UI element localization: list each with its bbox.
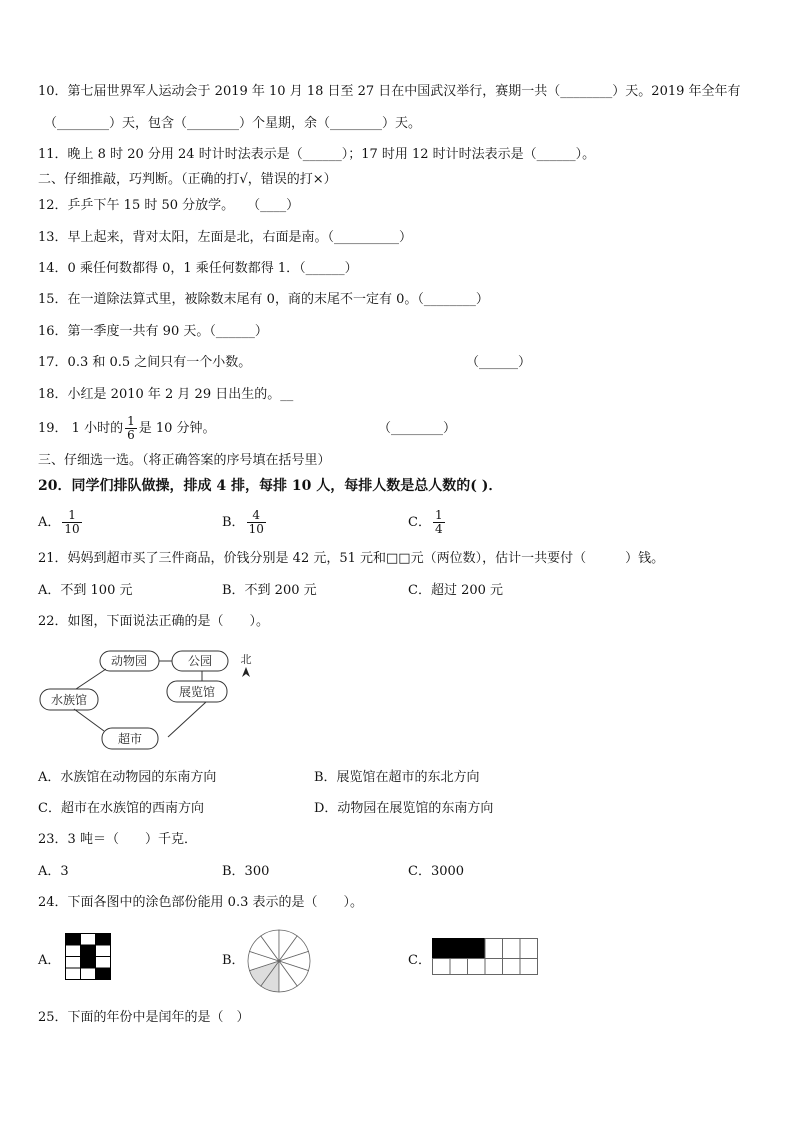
figure-a-cell [81, 957, 96, 969]
q21-option-c[interactable]: C．超过 200 元 [408, 583, 504, 598]
q17-blank: （______） [466, 355, 532, 370]
q19-numerator: 1 [127, 414, 135, 428]
q23-option-b[interactable]: B．300 [222, 864, 270, 879]
map-link-zoo-aquarium [76, 669, 106, 689]
q19-post: 是 10 分钟。 [138, 421, 216, 436]
map-label-aquarium: 水族馆 [50, 693, 88, 707]
figure-a-cell [81, 945, 96, 957]
q21-text: 21．妈妈到超市买了三件商品，价钱分别是 42 元，51 元和□□元（两位数），估计一共要付（ ）钱。 [38, 551, 665, 566]
q20-option-a-fraction [62, 509, 81, 536]
figure-c-cell [468, 959, 486, 975]
figure-c-cell [503, 939, 521, 959]
figure-a-cell [96, 945, 111, 957]
figure-c-cell [433, 959, 451, 975]
map-label-zoo: 动物园 [110, 654, 148, 668]
section-2-heading: 二、仔细推敲，巧判断。（正确的打√，错误的打×） [38, 172, 337, 187]
q18-text: 18．小红是 2010 年 2 月 29 日出生的。__ [38, 387, 294, 402]
q21-option-a[interactable]: A．不到 100 元 [38, 583, 133, 598]
figure-a-cell [66, 957, 81, 969]
q20-c-num: 1 [434, 508, 443, 522]
q20-a-den: 10 [64, 522, 80, 536]
figure-a-cell [96, 934, 111, 946]
q19-denominator: 6 [127, 428, 135, 442]
figure-c-cell [503, 959, 521, 975]
q10-line1: 10．第七届世界军人运动会于 2019 年 10 月 18 日至 27 日在中国武汉举行，赛期一共（________）天。2019 年全年有 [38, 84, 741, 99]
q20-option-c-fraction [433, 509, 445, 536]
map-label-park: 公园 [187, 654, 213, 668]
direction-map [36, 645, 266, 755]
figure-a-cell [81, 934, 96, 946]
q14-text: 14．0 乘任何数都得 0，1 乘任何数都得 1．（______） [38, 261, 358, 276]
map-link-supermarket-exhibition [168, 702, 206, 737]
q19-text [38, 412, 216, 446]
q24-figure-a [65, 933, 113, 983]
q23-text: 23．3 吨＝（ ）千克． [38, 832, 197, 847]
q19-fraction [125, 415, 137, 442]
section-3-heading: 三、仔细选一选。（将正确答案的序号填在括号里） [38, 453, 331, 468]
q24-option-a[interactable]: A． [38, 953, 61, 968]
q20-option-b-fraction [247, 509, 266, 536]
q24-option-c[interactable]: C． [408, 953, 431, 968]
q20-b-num: 4 [247, 509, 266, 523]
figure-c-cell [450, 959, 468, 975]
q11-text: 11．晚上 8 时 20 分用 24 时计时法表示是（______）；17 时用 12 时计时法表示是（______）。 [38, 147, 596, 162]
q20-c-den: 4 [434, 522, 443, 536]
q19-pre: 19． 1 小时的 [38, 421, 124, 436]
q12-text: 12．乒乒下午 15 时 50 分放学。 （____） [38, 198, 300, 213]
q22-option-c[interactable]: C．超市在水族馆的西南方向 [38, 801, 204, 816]
q23-option-c[interactable]: C．3000 [408, 864, 465, 879]
q20-option-a-label: A． [38, 515, 61, 530]
q24-figure-c [432, 938, 542, 982]
q20-a-num: 1 [62, 509, 81, 523]
figure-c-cell [520, 939, 538, 959]
figure-c-cell [520, 959, 538, 975]
north-arrow-icon [242, 667, 250, 677]
figure-a-cell [96, 968, 111, 980]
map-label-supermarket: 超市 [117, 732, 143, 746]
q25-text: 25．下面的年份中是闰年的是（ ） [38, 1010, 250, 1025]
figure-a-cell [66, 968, 81, 980]
q17-text: 17．0.3 和 0.5 之间只有一个小数。 [38, 355, 252, 370]
north-label: 北 [240, 653, 252, 666]
q24-figure-b [247, 929, 311, 993]
figure-c-filled [433, 939, 486, 959]
q20-option-c[interactable] [408, 506, 447, 540]
q23-option-a[interactable]: A．3 [38, 864, 69, 879]
q20-option-c-label: C． [408, 515, 431, 530]
figure-c-cell [485, 959, 503, 975]
q10-line2: （________）天，包含（________）个星期，余（________）天。 [44, 116, 422, 131]
figure-a-cell [66, 945, 81, 957]
figure-a-cell [96, 957, 111, 969]
q22-option-d[interactable]: D．动物园在展览馆的东南方向 [314, 801, 494, 816]
q20-option-a[interactable] [38, 506, 84, 540]
map-link-aquarium-supermarket [74, 709, 104, 731]
q22-option-b[interactable]: B．展览馆在超市的东北方向 [314, 770, 480, 785]
q22-text: 22．如图，下面说法正确的是（ ）。 [38, 614, 270, 629]
q15-text: 15．在一道除法算式里，被除数末尾有 0，商的末尾不一定有 0。（________） [38, 292, 489, 307]
q16-text: 16．第一季度一共有 90 天。（______） [38, 324, 268, 339]
map-label-exhibition: 展览馆 [178, 685, 216, 699]
q13-text: 13．早上起来，背对太阳，左面是北，右面是南。（__________） [38, 230, 413, 245]
q22-option-a[interactable]: A．水族馆在动物园的东南方向 [38, 770, 217, 785]
q20-option-b[interactable] [222, 506, 268, 540]
figure-a-cell [66, 934, 81, 946]
q24-option-b[interactable]: B． [222, 953, 245, 968]
figure-a-cell [81, 968, 96, 980]
q19-blank: （________） [378, 421, 457, 436]
q21-option-b[interactable]: B．不到 200 元 [222, 583, 317, 598]
q24-text: 24．下面各图中的涂色部份能用 0.3 表示的是（ ）。 [38, 895, 363, 910]
q20-text: 20．同学们排队做操，排成 4 排，每排 10 人，每排人数是总人数的( )． [38, 478, 503, 494]
q20-b-den: 10 [248, 522, 264, 536]
q20-option-b-label: B． [222, 515, 245, 530]
figure-c-cell [485, 939, 503, 959]
